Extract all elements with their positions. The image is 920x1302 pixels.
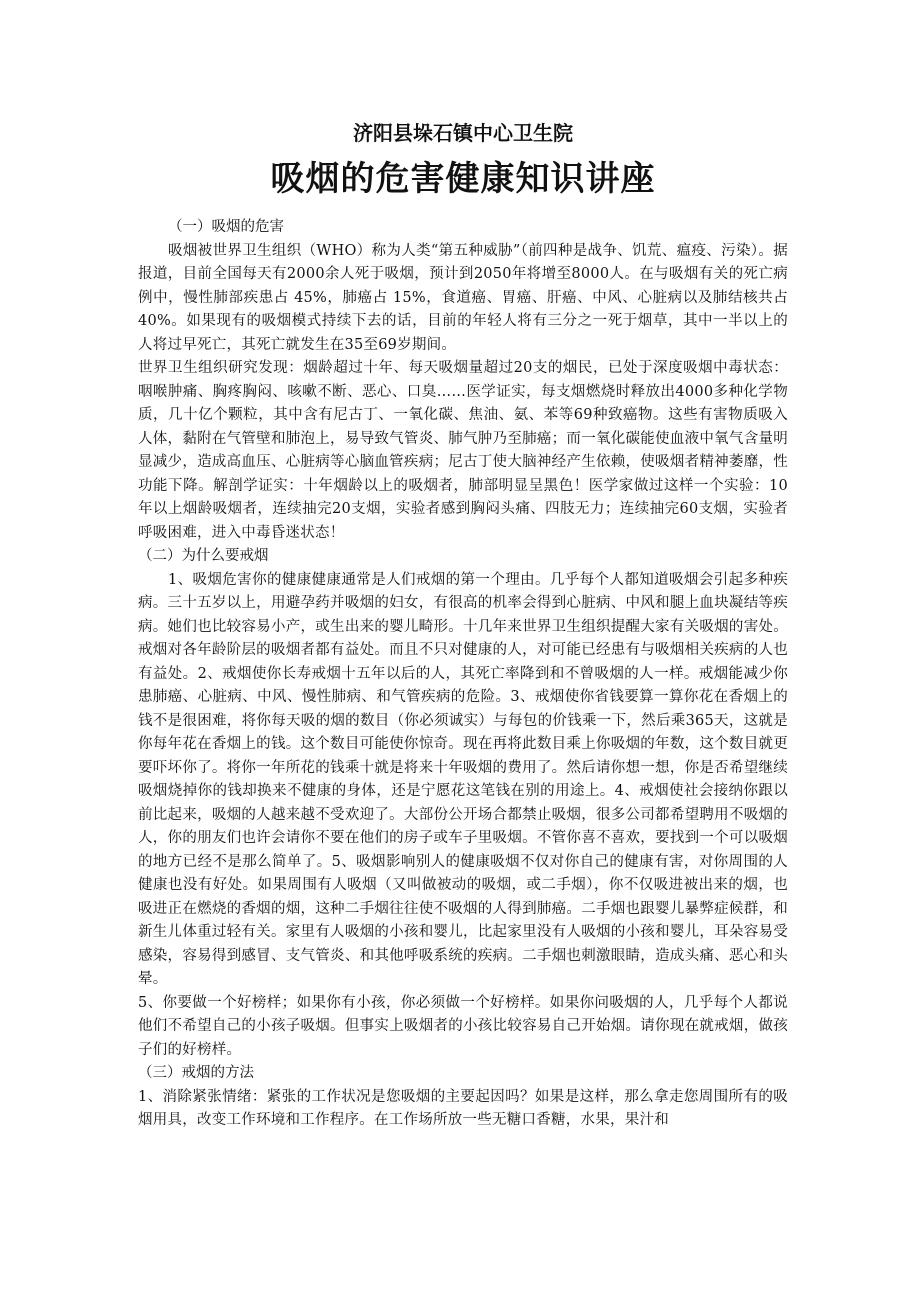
organization-title: 济阳县垛石镇中心卫生院 bbox=[353, 121, 573, 145]
section-heading-methods: （三）戒烟的方法 bbox=[138, 1065, 254, 1081]
paragraph-relieve-stress: 1、消除紧张情绪：紧张的工作状况是您吸烟的主要起因吗？如果是这样，那么拿走您周围所有的吸烟用具，改变工作环境和工作程序。在工作场所放一些无糖口香糖，水果，果汁和 bbox=[138, 1088, 788, 1128]
section-why-quit bbox=[138, 545, 788, 1062]
document-page bbox=[138, 118, 788, 1133]
lecture-title: 吸烟的危害健康知识讲座 bbox=[270, 159, 656, 199]
paragraph-who-research: 世界卫生组织研究发现：烟龄超过十年、每天吸烟量超过20支的烟民，已处于深度吸烟中毒状态：咽喉肿痛、胸疼胸闷、咳嗽不断、恶心、口臭……医学证实，每支烟燃烧时释放出4000多种化学物质，几十亿个颗粒，其中含有尼古丁、一氧化碳、焦油、氨、苯等69种致癌物。这些有害物质吸入人体，黏附在气管壁和肺泡上，易导致气管炎、肺气肿乃至肺癌；而一氧化碳能使血液中氧气含量明显减少，造成高血压、心脏病等心脑血管疾病；尼古丁使大脑神经产生依赖，使吸烟者精神萎靡，性功能下降。解剖学证实：十年烟龄以上的吸烟者，肺部明显呈黑色！医学家做过这样一个实验：10年以上烟龄吸烟者，连续抽完20支烟，实验者感到胸闷头痛、四肢无力；连续抽完60支烟，实验者呼吸困难，进入中毒昏迷状态！ bbox=[138, 360, 788, 541]
section-methods bbox=[138, 1062, 788, 1133]
paragraph-role-model: 5、你要做一个好榜样；如果你有小孩，你必须做一个好榜样。如果你问吸烟的人，几乎每个人都说他们不希望自己的小孩子吸烟。但事实上吸烟者的小孩比较容易自己开始烟。请你现在就戒烟，做孩子们的好榜样。 bbox=[138, 994, 788, 1058]
paragraph-who-threat: 吸烟被世界卫生组织（WHO）称为人类“第五种威胁”（前四种是战争、饥荒、瘟疫、污染）。据报道，目前全国每天有2000余人死于吸烟，预计到2050年将增至8000人。在与吸烟有关的死亡病例中，慢性肺部疾患占 45%，肺癌占 15%，食道癌、胃癌、肝癌、中风、心脏病以及肺结核共占40%。如果现有的吸烟模式持续下去的话，目前的年轻人将有三分之一死于烟草，其中一半以上的人将过早死亡，其死亡就发生在35至69岁期间。 bbox=[138, 242, 788, 353]
section-harm bbox=[138, 216, 788, 545]
section-heading-harm: （一）吸烟的危害 bbox=[168, 219, 284, 235]
section-heading-why-quit: （二）为什么要戒烟 bbox=[138, 548, 269, 564]
paragraph-reasons: 1、吸烟危害你的健康健康通常是人们戒烟的第一个理由。几乎每个人都知道吸烟会引起多种疾病。三十五岁以上，用避孕药并吸烟的妇女，有很高的机率会得到心脏病、中风和腿上血块凝结等疾病。她们也比较容易小产，或生出来的婴儿畸形。十几年来世界卫生组织提醒大家有关吸烟的害处。戒烟对各年龄阶层的吸烟者都有益处。而且不只对健康的人，对可能已经患有与吸烟相关疾病的人也有益处。2、戒烟使你长寿戒烟十五年以后的人，其死亡率降到和不曾吸烟的人一样。戒烟能减少你患肺癌、心脏病、中风、慢性肺病、和气管疾病的危险。3、戒烟使你省钱要算一算你花在香烟上的钱不是很困难，将你每天吸的烟的数目（你必须诚实）与每包的价钱乘一下，然后乘365天，这就是你每年花在香烟上的钱。这个数目可能使你惊奇。现在再将此数目乘上你吸烟的年数，这个数目就更要吓坏你了。将你一年所花的钱乘十就是将来十年吸烟的费用了。然后请你想一想，你是否希望继续吸烟烧掉你的钱却换来不健康的身体，还是宁愿花这笔钱在别的用途上。4、戒烟使社会接纳你跟以前比起来，吸烟的人越来越不受欢迎了。大部份公开场合都禁止吸烟，很多公司都希望聘用不吸烟的人，你的朋友们也许会请你不要在他们的房子或车子里吸烟。不管你喜不喜欢，要找到一个可以吸烟的地方已经不是那么简单了。5、吸烟影响别人的健康吸烟不仅对你自己的健康有害，对你周围的人健康也没有好处。如果周围有人吸烟（又叫做被动的吸烟，或二手烟），你不仅吸进被出来的烟，也吸进正在燃烧的香烟的烟，这种二手烟往往使不吸烟的人得到肺癌。二手烟也跟婴儿暴弊症候群，和新生儿体重过轻有关。家里有人吸烟的小孩和婴儿，比起家里没有人吸烟的小孩和婴儿，耳朵容易受感染，容易得到感冒、支气管炎、和其他呼吸系统的疾病。二手烟也刺激眼睛，造成头痛、恶心和头晕。 bbox=[138, 571, 788, 987]
